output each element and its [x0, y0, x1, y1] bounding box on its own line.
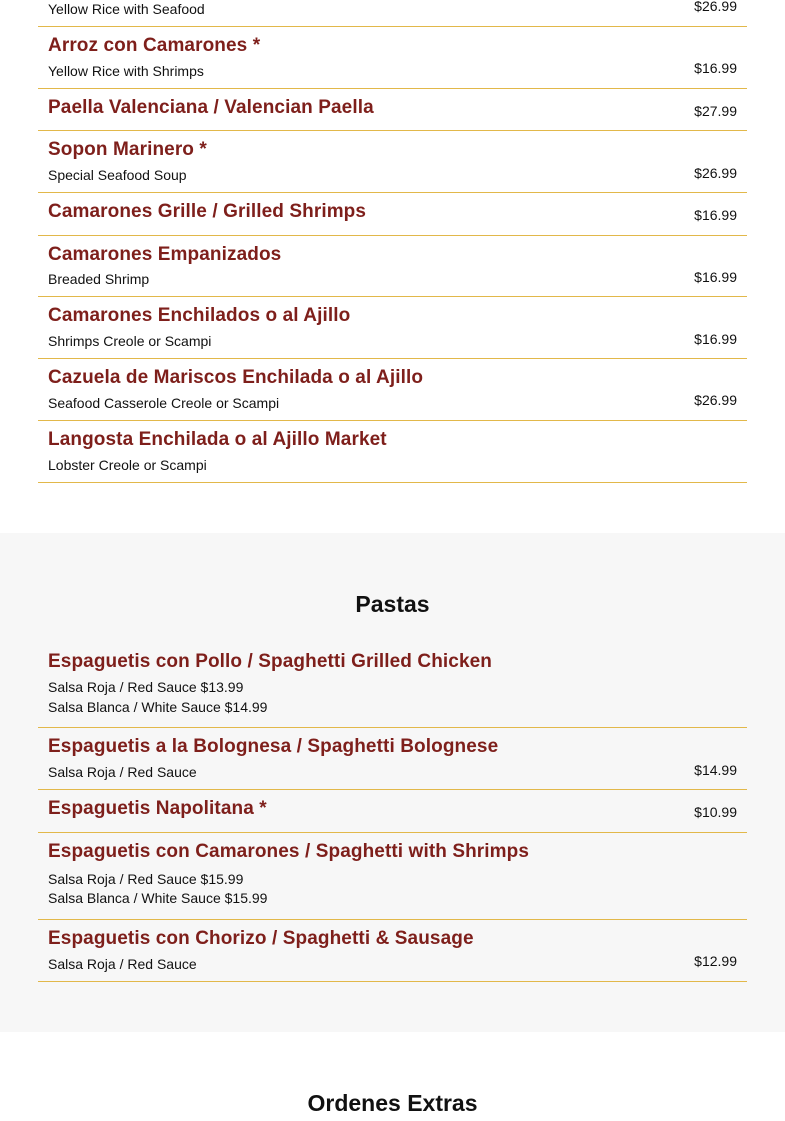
menu-item-name: Cazuela de Mariscos Enchilada o al Ajillo [48, 367, 424, 388]
menu-item-description: Salsa Roja / Red Sauce [48, 764, 197, 780]
menu-item [38, 193, 747, 236]
menu-item-name: Espaguetis con Pollo / Spaghetti Grilled Chicken [48, 651, 492, 672]
menu-item [38, 920, 747, 982]
section-title: Ordenes Extras [307, 1090, 478, 1116]
menu-item-price: $14.99 [694, 762, 737, 778]
menu-item-description: Yellow Rice with Seafood [48, 1, 205, 17]
menu-item-description: Salsa Blanca / White Sauce $15.99 [48, 890, 268, 906]
menu-item-description: Seafood Casserole Creole or Scampi [48, 395, 280, 411]
menu-item-price: $16.99 [694, 331, 737, 347]
menu-item [38, 833, 747, 920]
menu-item [38, 0, 747, 27]
menu-item-name: Espaguetis con Camarones / Spaghetti with Shrimps [48, 841, 530, 862]
menu-item [38, 641, 747, 728]
seafood-section [0, 0, 785, 533]
menu-item-description: Salsa Roja / Red Sauce $13.99 [48, 679, 244, 695]
menu-item-price: $26.99 [694, 165, 737, 181]
section-title: Pastas [355, 591, 430, 617]
menu-item [38, 297, 747, 359]
menu-item [38, 131, 747, 193]
menu-item-description: Salsa Blanca / White Sauce $14.99 [48, 699, 268, 715]
menu-item [38, 359, 747, 421]
menu-item-price: $12.99 [694, 953, 737, 969]
menu-item-description: Yellow Rice with Shrimps [48, 63, 204, 79]
menu-item-price: $26.99 [694, 392, 737, 408]
menu-item-name: Camarones Empanizados [48, 244, 282, 265]
menu-item-name: Paella Valenciana / Valencian Paella [48, 97, 374, 118]
menu-item-price: $16.99 [694, 269, 737, 285]
menu-item-description: Special Seafood Soup [48, 167, 187, 183]
menu-item-price: $27.99 [694, 103, 737, 119]
menu-item-price: $26.99 [694, 0, 737, 14]
menu-item-description: Salsa Roja / Red Sauce $15.99 [48, 871, 244, 887]
menu-item-name: Espaguetis a la Bolognesa / Spaghetti Bolognese [48, 736, 499, 757]
pastas-section [0, 533, 785, 1032]
menu-item-name: Sopon Marinero * [48, 139, 207, 160]
menu-item-name: Arroz con Camarones * [48, 35, 261, 56]
menu-item-description: Breaded Shrimp [48, 271, 150, 287]
menu-item [38, 790, 747, 833]
menu-item-price: $16.99 [694, 207, 737, 223]
menu-item-description: Salsa Roja / Red Sauce [48, 956, 197, 972]
menu-item-description: Lobster Creole or Scampi [48, 457, 207, 473]
menu-item-name: Espaguetis con Chorizo / Spaghetti & Sausage [48, 928, 474, 949]
menu-item-price: $16.99 [694, 60, 737, 76]
menu-item [38, 27, 747, 89]
menu-item [38, 728, 747, 790]
menu-item-price: $10.99 [694, 804, 737, 820]
menu-item [38, 421, 747, 483]
menu-item-name: Espaguetis Napolitana * [48, 798, 267, 819]
menu-item [38, 89, 747, 131]
menu-item [38, 236, 747, 297]
menu-item-description: Shrimps Creole or Scampi [48, 333, 212, 349]
menu-item-name: Langosta Enchilada o al Ajillo Market [48, 429, 387, 450]
extras-section [0, 1032, 785, 1121]
menu-item-name: Camarones Grille / Grilled Shrimps [48, 201, 367, 222]
menu-item-name: Camarones Enchilados o al Ajillo [48, 305, 351, 326]
